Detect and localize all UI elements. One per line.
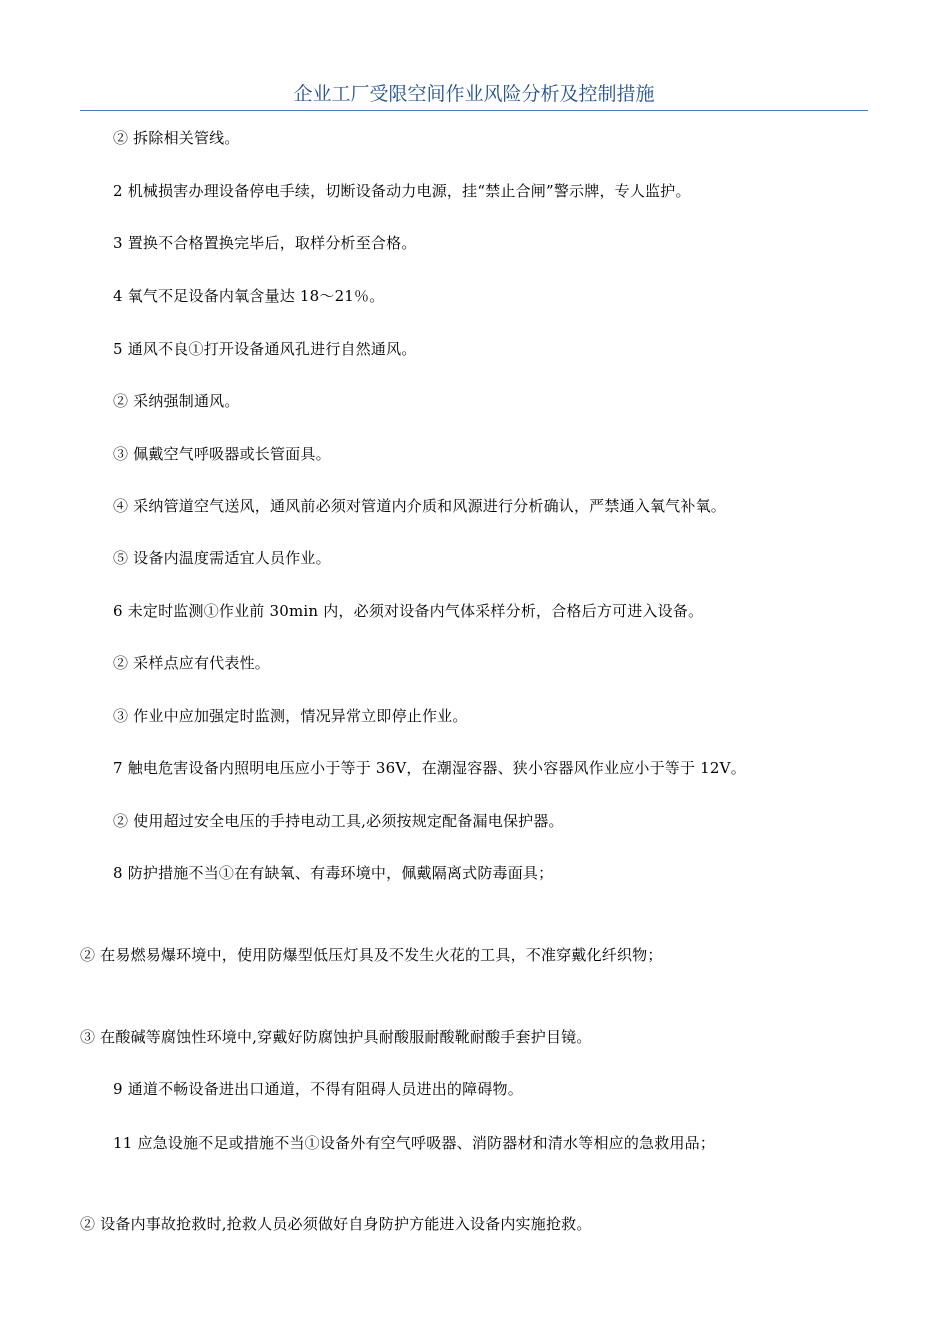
text-line: ③ 佩戴空气呼吸器或长管面具。	[113, 445, 331, 463]
text-line: 3 置换不合格置换完毕后，取样分析至合格。	[113, 234, 417, 252]
text-line: 4 氧气不足设备内氧含量达 18～21％。	[113, 287, 385, 305]
text-line: ② 采样点应有代表性。	[113, 654, 270, 672]
text-line: 7 触电危害设备内照明电压应小于等于 36V，在潮湿容器、狭小容器风作业应小于等于 12V。	[113, 759, 746, 777]
page-header-title: 企业工厂受限空间作业风险分析及控制措施	[293, 83, 655, 105]
text-line: ② 使用超过安全电压的手持电动工具,必须按规定配备漏电保护器。	[113, 812, 564, 830]
text-line: 2 机械损害办理设备停电手续，切断设备动力电源，挂“禁止合闸”警示牌，专人监护。	[113, 182, 691, 200]
text-line: ③ 在酸碱等腐蚀性环境中,穿戴好防腐蚀护具耐酸服耐酸靴耐酸手套护目镜。	[80, 1028, 592, 1046]
text-line: 5 通风不良①打开设备通风孔进行自然通风。	[113, 340, 417, 358]
text-line: ② 采纳强制通风。	[113, 392, 240, 410]
text-line: 11 应急设施不足或措施不当①设备外有空气呼吸器、消防器材和清水等相应的急救用品；	[113, 1134, 716, 1152]
text-line: ⑤ 设备内温度需适宜人员作业。	[113, 549, 331, 567]
text-line: ② 设备内事故抢救时,抢救人员必须做好自身防护方能进入设备内实施抢救。	[80, 1215, 592, 1233]
text-line: ③ 作业中应加强定时监测，情况异常立即停止作业。	[113, 707, 468, 725]
text-line: ② 在易燃易爆环境中，使用防爆型低压灯具及不发生火花的工具，不准穿戴化纤织物；	[80, 946, 663, 964]
header-divider	[80, 110, 868, 111]
text-line: ④ 采纳管道空气送风，通风前必须对管道内介质和风源进行分析确认，严禁通入氧气补氧。	[113, 497, 726, 515]
text-line: 8 防护措施不当①在有缺氧、有毒环境中，佩戴隔离式防毒面具；	[113, 864, 554, 882]
text-line: 6 未定时监测①作业前 30min 内，必须对设备内气体采样分析，合格后方可进入设备。	[113, 602, 704, 620]
text-line: 9 通道不畅设备进出口通道，不得有阻碍人员进出的障碍物。	[113, 1080, 523, 1098]
text-line: ② 拆除相关管线。	[113, 129, 240, 147]
